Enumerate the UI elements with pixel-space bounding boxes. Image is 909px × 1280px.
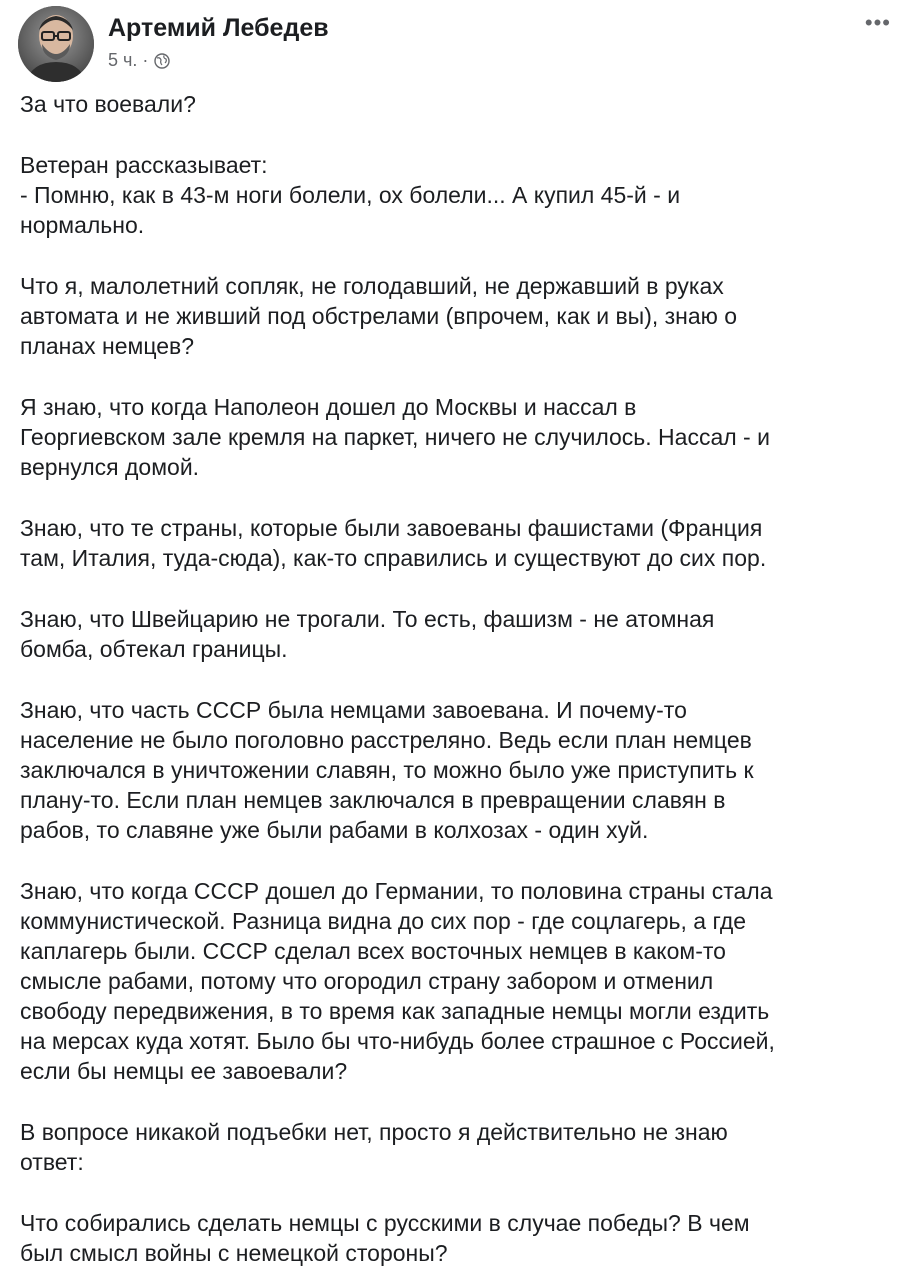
globe-icon — [154, 53, 170, 69]
paragraph: Ветеран рассказывает: - Помню, как в 43-м ноги болели, ох болели... А купил 45-й - и нормально. — [20, 152, 681, 238]
paragraph: Что собирались сделать немцы с русскими в случае победы? В чем был смысл войны с немецкой стороны? — [20, 1210, 750, 1266]
post-meta — [108, 50, 170, 71]
paragraph: Знаю, что Швейцарию не трогали. То есть, фашизм - не атомная бомба, обтекал границы. — [20, 606, 715, 662]
author-name[interactable]: Артемий Лебедев — [108, 14, 329, 42]
post-time[interactable]: 5 ч. · — [108, 50, 149, 70]
paragraph: В вопросе никакой подъебки нет, просто я действительно не знаю ответ: — [20, 1119, 728, 1175]
post-body — [20, 89, 890, 1268]
paragraph: Знаю, что часть СССР была немцами завоевана. И почему-то население не было поголовно расстреляно. Ведь если план немцев заключался в уничтожении славян, то можно было уже приступить к плану-то. Если план немцев заключался в превращении славян в рабов, то славяне уже были рабами в колхозах - один хуй. — [20, 697, 754, 843]
post-header — [18, 6, 891, 86]
paragraph: Знаю, что когда СССР дошел до Германии, то половина страны стала коммунистической. Разница видна до сих пор - где соцлагерь, а где каплагерь были. СССР сделал всех восточных немцев в каком-то смысле рабами, потому что огородил страну забором и отменил свободу передвижения, в то время как западные немцы могли ездить на мерсах куда хотят. Было бы что-нибудь более страшное с Россией, если бы немцы ее завоевали? — [20, 878, 775, 1084]
paragraph: Что я, малолетний сопляк, не голодавший, не державший в руках автомата и не живший под обстрелами (впрочем, как и вы), знаю о планах немцев? — [20, 273, 738, 359]
avatar[interactable] — [18, 6, 94, 82]
avatar-image — [18, 6, 94, 82]
paragraph: Знаю, что те страны, которые были завоеваны фашистами (Франция там, Италия, туда-сюда), как-то справились и существуют до сих пор. — [20, 515, 767, 571]
paragraph: Я знаю, что когда Наполеон дошел до Москвы и нассал в Георгиевском зале кремля на паркет, ничего не случилось. Нассал - и вернулся домой. — [20, 394, 770, 480]
more-options-icon[interactable]: ••• — [864, 10, 891, 35]
paragraph: За что воевали? — [20, 91, 196, 117]
